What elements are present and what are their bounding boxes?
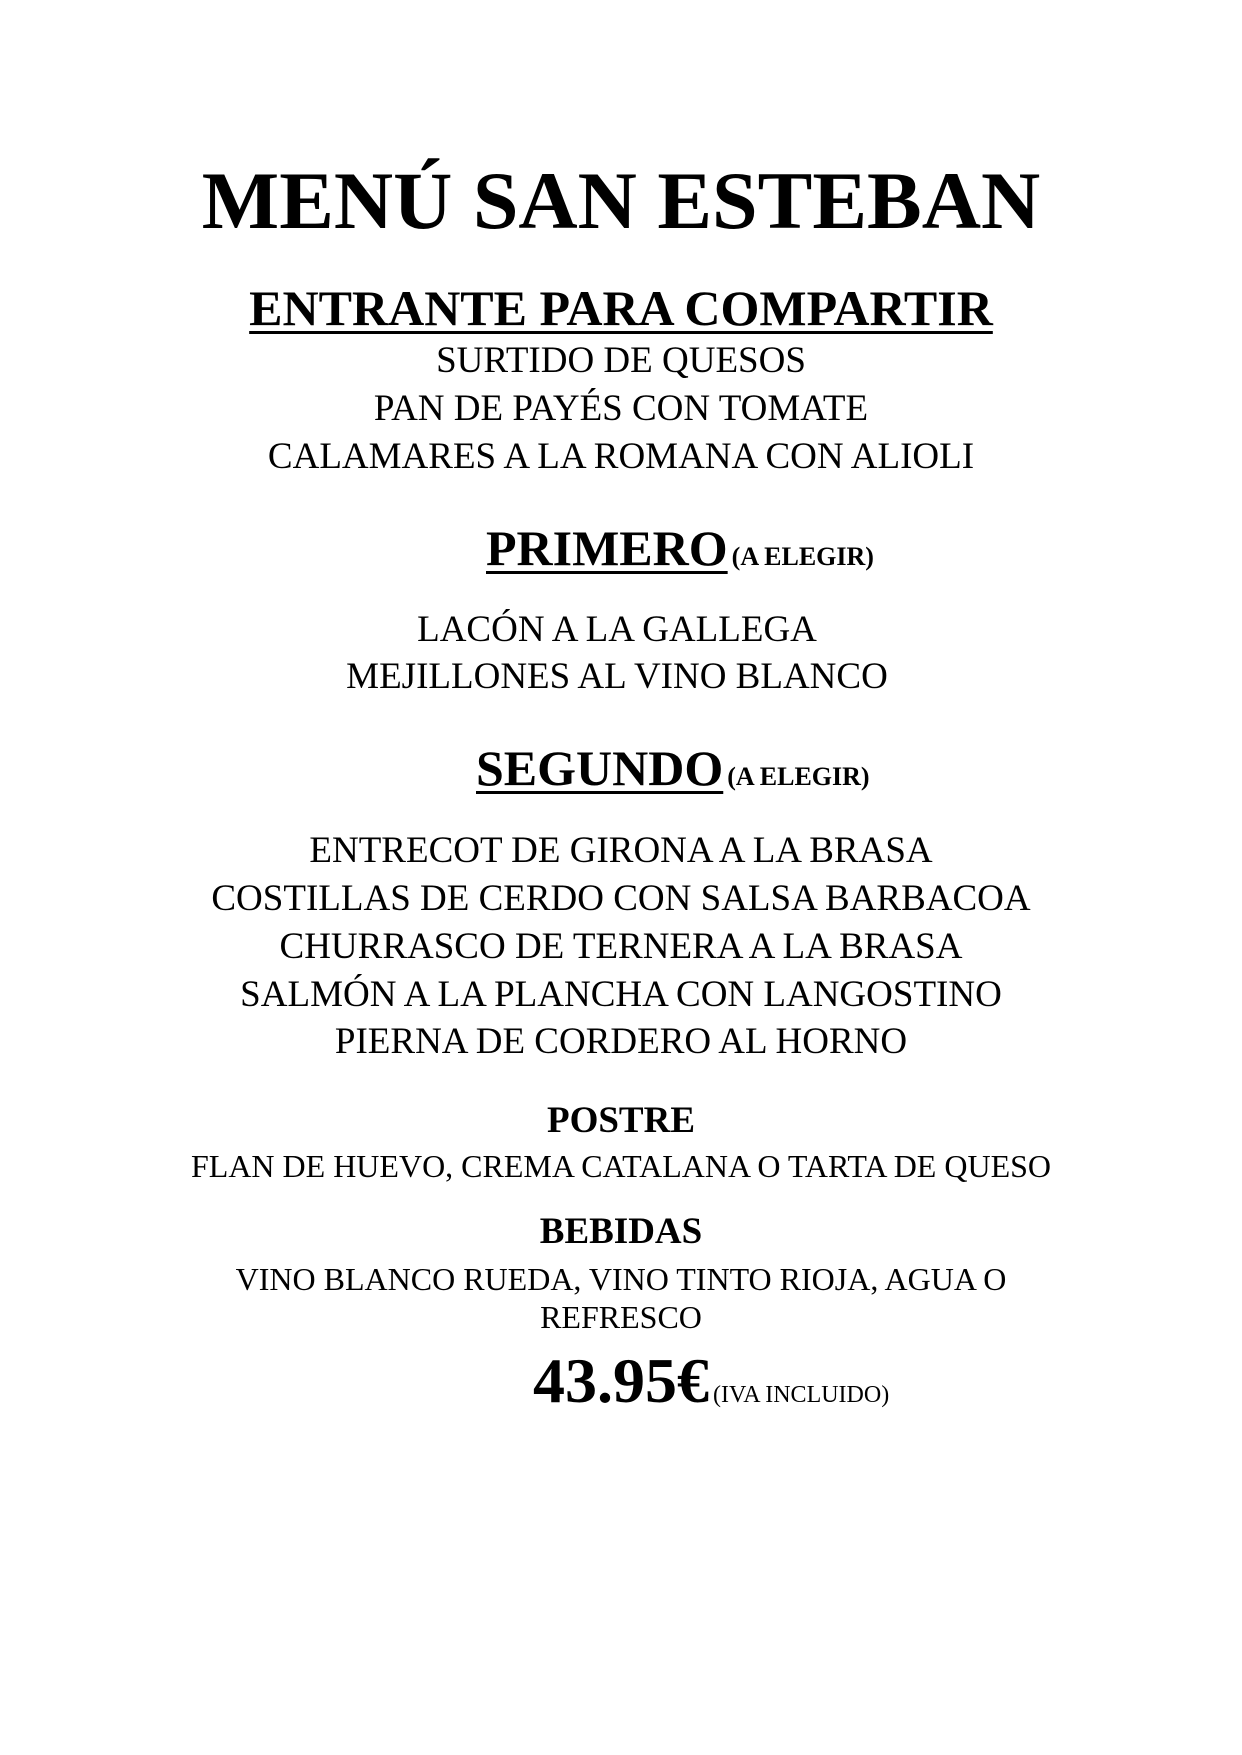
- price-row: [533, 1345, 890, 1416]
- segundo-heading: SEGUNDO: [476, 740, 724, 796]
- entrante-item: PAN DE PAYÉS CON TOMATE: [373, 388, 869, 429]
- primero-item: LACÓN A LA GALLEGA: [417, 609, 817, 650]
- segundo-item: SALMÓN A LA PLANCHA CON LANGOSTINO: [240, 974, 1002, 1015]
- segundo-note: (A ELEGIR): [727, 762, 870, 791]
- primero-heading-row: [486, 520, 874, 576]
- bebidas-text-line-1: VINO BLANCO RUEDA, VINO TINTO RIOJA, AGUA O: [235, 1261, 1007, 1297]
- entrante-heading: ENTRANTE PARA COMPARTIR: [249, 280, 993, 336]
- entrante-item: CALAMARES A LA ROMANA CON ALIOLI: [267, 436, 975, 477]
- postre-text: FLAN DE HUEVO, CREMA CATALANA O TARTA DE QUESO: [190, 1148, 1052, 1184]
- segundo-item: PIERNA DE CORDERO AL HORNO: [334, 1021, 908, 1062]
- segundo-item: CHURRASCO DE TERNERA A LA BRASA: [279, 926, 963, 967]
- segundo-item: ENTRECOT DE GIRONA A LA BRASA: [309, 830, 933, 871]
- page-title: MENÚ SAN ESTEBAN: [201, 155, 1041, 246]
- primero-heading: PRIMERO: [486, 520, 728, 576]
- entrante-item: SURTIDO DE QUESOS: [436, 340, 806, 381]
- price-note: (IVA INCLUIDO): [713, 1382, 890, 1408]
- price-amount: 43.95€: [533, 1345, 709, 1416]
- segundo-heading-row: [476, 740, 870, 796]
- primero-item: MEJILLONES AL VINO BLANCO: [346, 656, 888, 697]
- primero-note: (A ELEGIR): [731, 542, 874, 571]
- bebidas-heading: BEBIDAS: [539, 1211, 703, 1252]
- segundo-item: COSTILLAS DE CERDO CON SALSA BARBACOA: [211, 878, 1031, 919]
- bebidas-text-line-2: REFRESCO: [540, 1299, 702, 1335]
- postre-heading: POSTRE: [546, 1100, 696, 1141]
